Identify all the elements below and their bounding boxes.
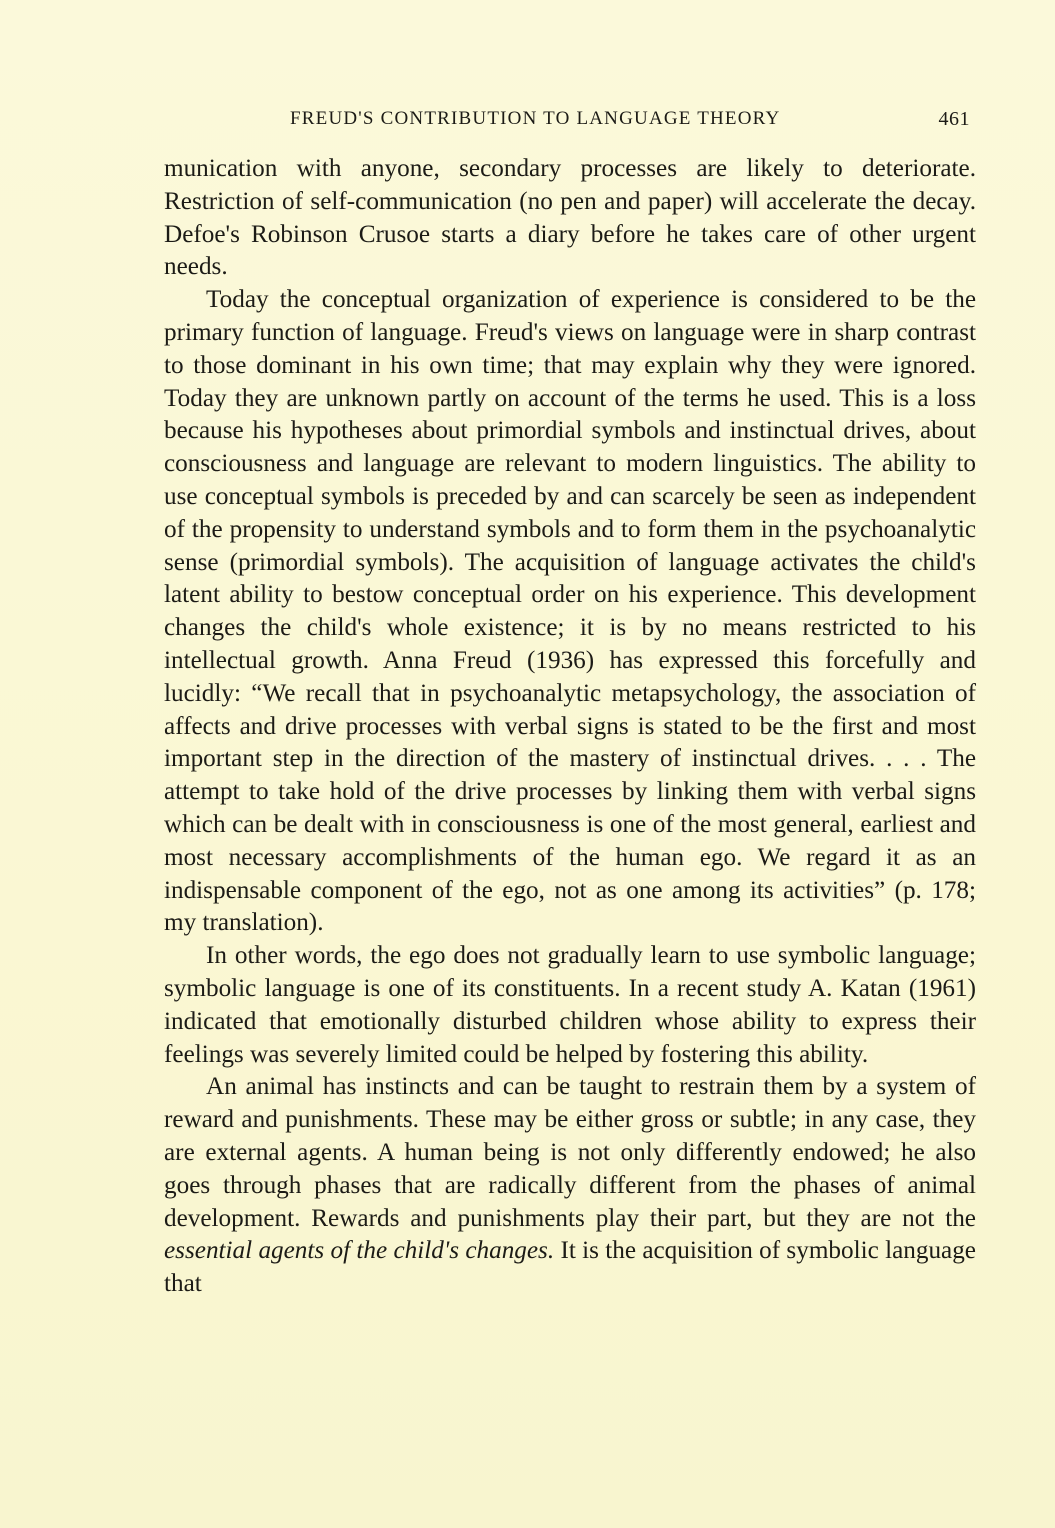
paragraph-3: In other words, the ego does not gradually learn to use symbolic language; symbolic language is one of its constituents. In a recent study A. Katan (1961) indicated that emotionally disturbed children whose ability to express their feelings was severely limited could be helped by fostering this ability. (164, 942, 976, 1068)
body-text (164, 153, 976, 1301)
paragraph-1: munication with anyone, secondary processes are likely to deteriorate. Restriction of self-communication (no pen and paper) will accelerate the decay. Defoe's Robinson Crusoe starts a diary before he takes care of other urgent needs. (164, 155, 976, 281)
paragraph-4-text-before: An animal has instincts and can be taught to restrain them by a system of reward and punishments. These may be either gross or subtle; in any case, they are external agents. A human being is not only differently endowed; he also goes through phases that are radically different from the phases of animal development. Rewards and punishments play their part, but they are not the (164, 1073, 976, 1232)
page-number: 461 (938, 108, 970, 130)
paragraph-4-text-after: It is the acquisition of symbolic language that (164, 1237, 976, 1298)
paragraph-2: Today the conceptual organization of experience is considered to be the primary function of language. Freud's views on language were in sharp contrast to those dominant in his own time; that may explain why they were ignored. Today they are unknown partly on account of the terms he used. This is a loss because his hypotheses about primordial symbols and instinctual drives, about consciousness and language are relevant to modern linguistics. The ability to use conceptual symbols is preceded by and can scarcely be seen as independent of the propensity to understand symbols and to form them in the psychoanalytic sense (primordial symbols). The acquisition of language activates the child's latent ability to bestow conceptual order on his experience. This development changes the child's whole existence; it is by no means restricted to his intellectual growth. Anna Freud (1936) has expressed this forcefully and lucidly: “We recall that in psychoanalytic metapsychology, the association of affects and drive processes with verbal signs is stated to be the first and most important step in the direction of the mastery of instinctual drives. . . . The attempt to take hold of the drive processes by linking them with verbal signs which can be dealt with in consciousness is one of the most general, earliest and most necessary accomplishments of the human ego. We regard it as an indispensable component of the ego, not as one among its activities” (p. 178; my translation). (164, 286, 976, 937)
paragraph-4-emphasis: essential agents of the child's changes. (164, 1237, 555, 1265)
paragraph-4 (164, 1071, 976, 1301)
running-title: FREUD'S CONTRIBUTION TO LANGUAGE THEORY (290, 108, 781, 129)
running-head (290, 108, 970, 138)
